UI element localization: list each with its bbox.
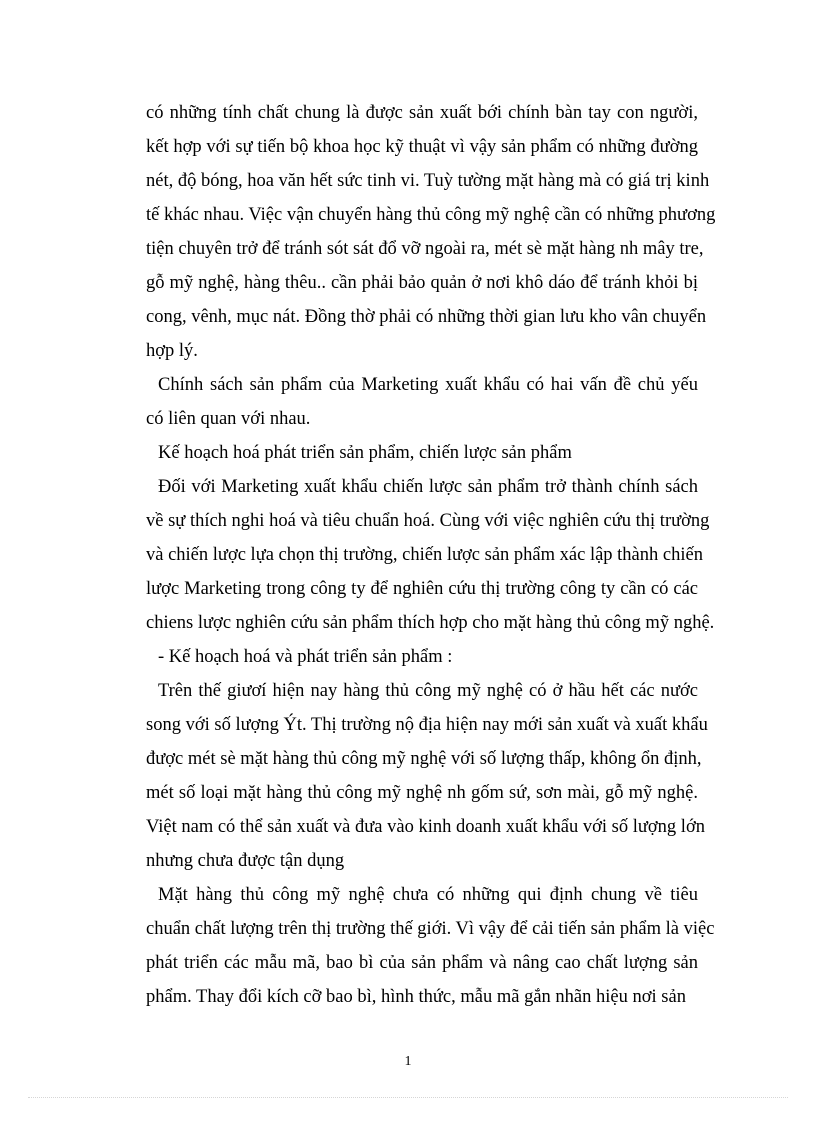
text-line: lược Marketing trong công ty để nghiên cứu thị trường công ty cần có các bbox=[146, 579, 698, 599]
text-line: tiện chuyên trở để tránh sót sát đổ vỡ ngoài ra, mét sè mặt hàng nh mây tre, bbox=[146, 239, 704, 259]
text-line: tế khác nhau. Việc vận chuyển hàng thủ công mỹ nghệ cần có những phương bbox=[146, 205, 716, 225]
text-line: nét, độ bóng, hoa văn hết sức tinh vi. Tuỳ tường mặt hàng mà có giá trị kinh bbox=[146, 171, 710, 191]
text-line: kết hợp với sự tiến bộ khoa học kỹ thuật vì vậy sản phẩm có những đường bbox=[146, 137, 698, 157]
text-line: song với số lượng Ýt. Thị trường nộ địa hiện nay mới sản xuất và xuất khẩu bbox=[146, 715, 708, 735]
text-line: Chính sách sản phẩm của Marketing xuất khẩu có hai vấn đề chủ yếu bbox=[158, 375, 698, 395]
text-line: mét số loại mặt hàng thủ công mỹ nghệ nh gốm sứ, sơn mài, gỗ mỹ nghệ. bbox=[146, 783, 698, 803]
text-line: có những tính chất chung là được sản xuất bới chính bàn tay con người, bbox=[146, 103, 698, 123]
text-line: phát triển các mẫu mã, bao bì của sản phẩm và nâng cao chất lượng sản bbox=[146, 953, 698, 973]
text-line: phẩm. Thay đổi kích cỡ bao bì, hình thức, mẫu mã gắn nhãn hiệu nơi sản bbox=[146, 987, 686, 1007]
page-number: 1 bbox=[404, 1054, 412, 1069]
text-line: Việt nam có thể sản xuất và đưa vào kinh doanh xuất khẩu với số lượng lớn bbox=[146, 817, 705, 837]
text-line: Mặt hàng thủ công mỹ nghệ chưa có những qui định chung về tiêu bbox=[158, 885, 698, 905]
text-line: được mét sè mặt hàng thủ công mỹ nghệ với số lượng thấp, không ổn định, bbox=[146, 749, 702, 769]
text-line: chuẩn chất lượng trên thị trường thế giới. Vì vậy để cải tiến sản phẩm là việc bbox=[146, 919, 715, 939]
text-line: - Kế hoạch hoá và phát triển sản phẩm : bbox=[158, 647, 453, 667]
text-line: về sự thích nghi hoá và tiêu chuẩn hoá. Cùng với việc nghiên cứu thị trường bbox=[146, 511, 710, 531]
text-line: Đối với Marketing xuất khẩu chiến lược sản phẩm trở thành chính sách bbox=[158, 477, 698, 497]
text-line: Trên thế giươí hiện nay hàng thủ công mỹ nghệ có ở hầu hết các nước bbox=[158, 681, 698, 701]
text-line: Kế hoạch hoá phát triển sản phẩm, chiến lược sản phẩm bbox=[158, 443, 572, 463]
text-line: hợp lý. bbox=[146, 341, 198, 361]
document-body bbox=[146, 96, 716, 1014]
text-line: chiens lược nghiên cứu sản phẩm thích hợp cho mặt hàng thủ công mỹ nghệ. bbox=[146, 613, 715, 633]
text-line: cong, vênh, mục nát. Đồng thờ phải có những thời gian lưu kho vân chuyển bbox=[146, 307, 707, 327]
text-line: gỗ mỹ nghệ, hàng thêu.. cần phải bảo quản ở nơi khô dáo để tránh khỏi bị bbox=[146, 273, 698, 293]
text-line: và chiến lược lựa chọn thị trường, chiến lược sản phẩm xác lập thành chiến bbox=[146, 545, 703, 565]
text-line: nhưng chưa được tận dụng bbox=[146, 851, 345, 871]
page-bottom-divider bbox=[28, 1097, 788, 1098]
text-line: có liên quan với nhau. bbox=[146, 409, 311, 429]
